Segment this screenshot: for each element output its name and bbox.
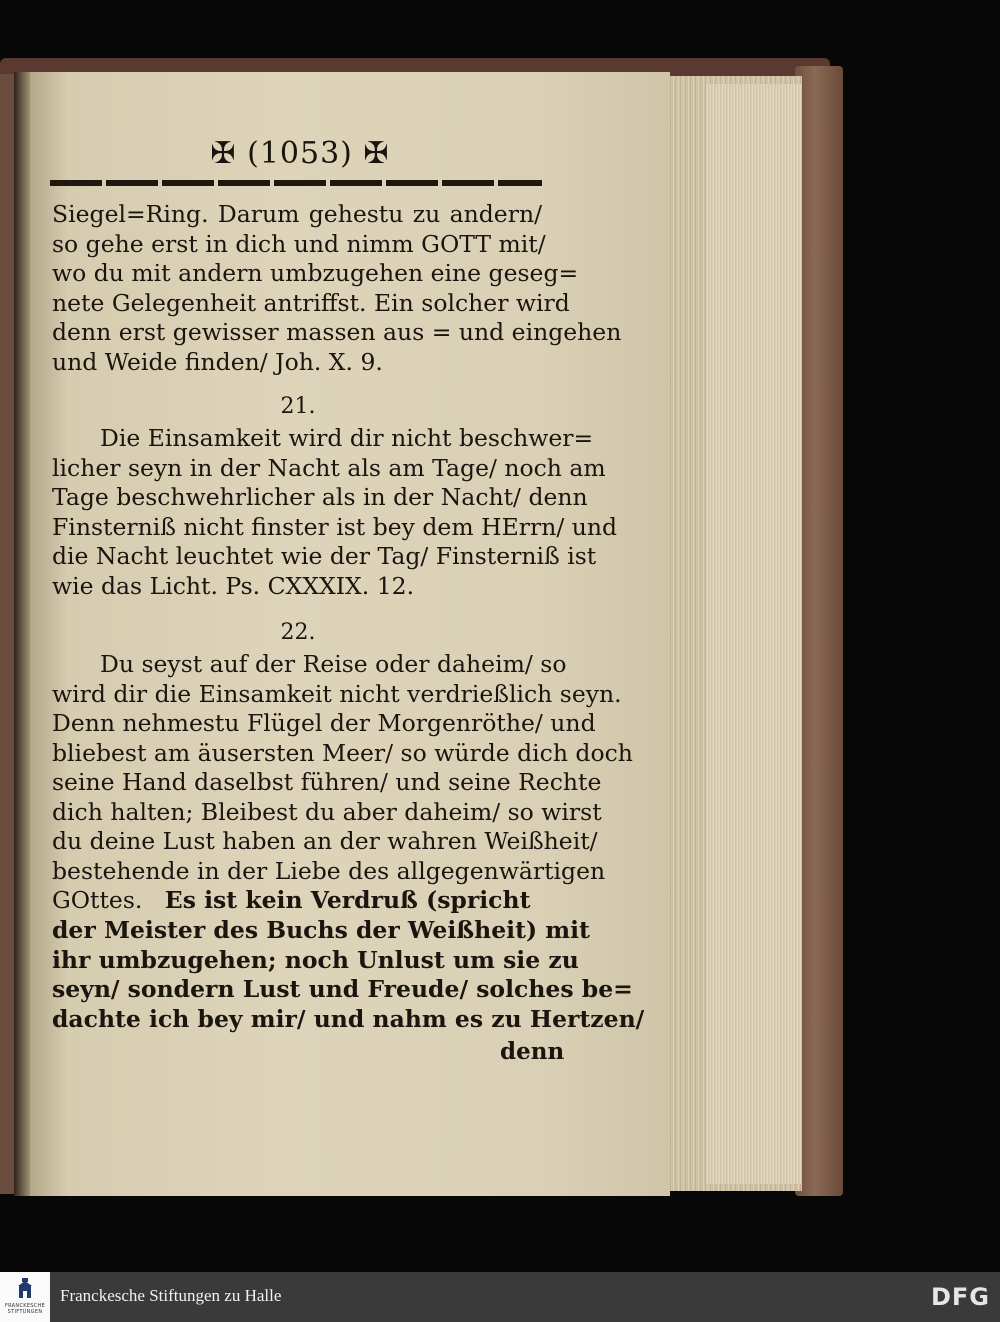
- text-line: Die Einsamkeit wird dir nicht beschwer=: [100, 424, 594, 452]
- text-line: so gehe erst in dich und nimm GOTT mit/: [52, 229, 546, 258]
- paragraph-2: [52, 424, 618, 601]
- text-line: nete Gelegenheit antriffst. Ein solcher wird: [52, 288, 570, 317]
- header-left-ornament: ✠: [210, 136, 237, 171]
- paragraph-4-bold: [52, 916, 645, 1034]
- text-line: dachte ich bey mir/ und nahm es zu Hertzen/: [52, 1004, 645, 1033]
- text-line: wo du mit andern umbzugehen eine geseg=: [52, 259, 579, 287]
- viewer-footer: [0, 1272, 1000, 1322]
- logo-caption: FRANCKESCHE STIFTUNGEN: [4, 1303, 46, 1315]
- section-number-22: 22.: [280, 620, 316, 645]
- page-edges-stack: [706, 84, 802, 1184]
- header-rule: [50, 180, 542, 186]
- catchword: denn: [500, 1038, 565, 1065]
- text-line: der Meister des Buchs der Weißheit) mit: [52, 916, 590, 944]
- scan-bottom-background: [0, 1196, 1000, 1272]
- text-line: Tage beschwehrlicher als in der Nacht/ denn: [52, 483, 588, 511]
- text-line: seine Hand daselbst führen/ und seine Rechte: [52, 768, 602, 796]
- franckesche-logo[interactable]: [0, 1272, 50, 1322]
- paragraph-3: [52, 650, 633, 916]
- left-page-edge: [0, 74, 14, 1194]
- text-line: Finsterniß nicht finster ist bey dem HErrn/ und: [52, 512, 618, 541]
- text-line: denn erst gewisser massen aus = und eingehen: [52, 318, 622, 346]
- building-icon: [17, 1278, 33, 1300]
- paragraph-1: [52, 200, 622, 377]
- dfg-logo[interactable]: DFG: [930, 1283, 990, 1311]
- text-line: licher seyn in der Nacht als am Tage/ noch am: [52, 453, 606, 482]
- bold-text-fragment: Es ist kein Verdruß (spricht: [164, 886, 531, 914]
- text-line: die Nacht leuchtet wie der Tag/ Finsterniß ist: [52, 542, 597, 570]
- text-line: seyn/ sondern Lust und Freude/ solches be=: [52, 975, 633, 1003]
- text-line: [52, 886, 542, 916]
- header-right-ornament: ✠: [363, 136, 390, 171]
- text-line: bliebest am äusersten Meer/ so würde dich doch: [52, 738, 633, 767]
- text-line: und Weide finden/ Joh. X. 9.: [52, 347, 383, 376]
- text-line: Siegel=Ring. Darum gehestu zu andern/: [52, 200, 542, 228]
- page-number: (1053): [247, 136, 353, 171]
- book-cover-right-edge: [795, 66, 843, 1196]
- text-line: Du seyst auf der Reise oder daheim/ so: [100, 650, 567, 678]
- section-number-21: 21.: [280, 394, 316, 419]
- text-line: Denn nehmestu Flügel der Morgenröthe/ und: [52, 709, 596, 737]
- text-line: wird dir die Einsamkeit nicht verdrießlich seyn.: [52, 679, 622, 708]
- footer-title[interactable]: Franckesche Stiftungen zu Halle: [60, 1286, 282, 1305]
- text-fragment: GOttes.: [52, 886, 143, 914]
- page-header: [200, 136, 400, 171]
- text-line: bestehende in der Liebe des allgegenwärtigen: [52, 856, 606, 885]
- text-line: du deine Lust haben an der wahren Weißheit/: [52, 827, 598, 855]
- text-line: wie das Licht. Ps. CXXXIX. 12.: [52, 571, 415, 600]
- text-line: dich halten; Bleibest du aber daheim/ so wirst: [52, 797, 602, 826]
- text-line: ihr umbzugehen; noch Unlust um sie zu: [52, 945, 579, 974]
